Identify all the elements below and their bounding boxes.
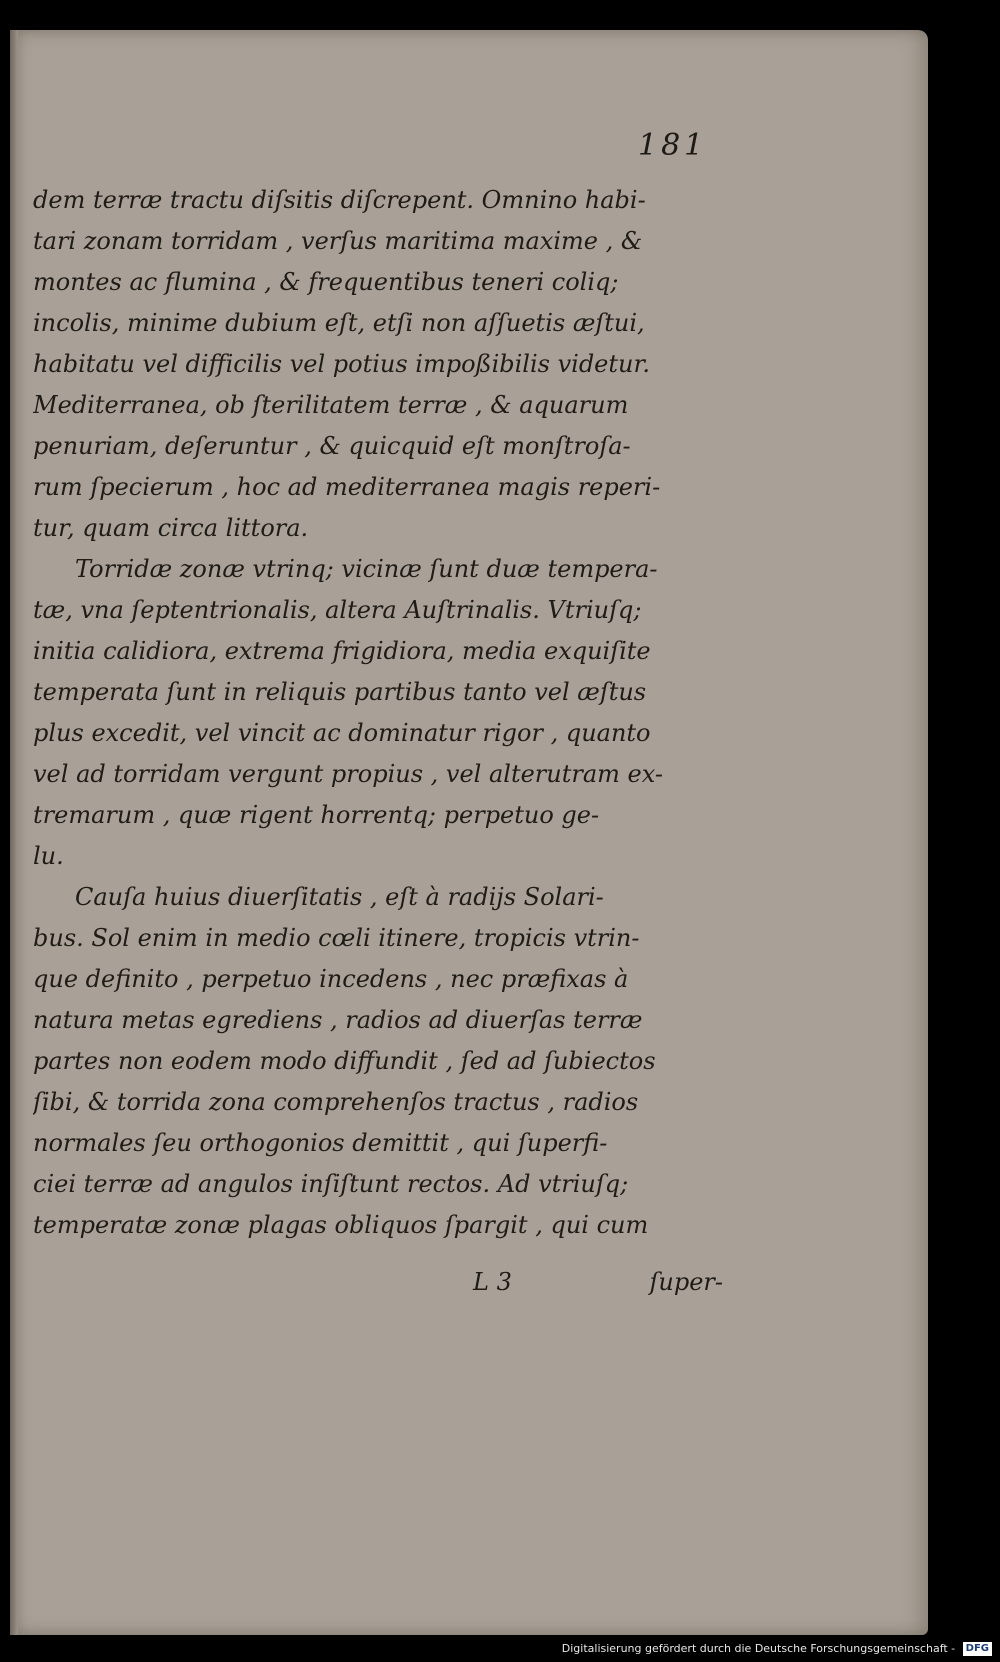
body-text <box>33 180 723 1246</box>
text-line: plus excedit, vel vincit ac dominatur rigor , quanto <box>33 719 651 747</box>
catchword: ſuper- <box>649 1268 723 1296</box>
text-line: vel ad torridam vergunt propius , vel alterutram ex- <box>33 760 663 788</box>
text-line: penuriam, deſeruntur , & quicquid eſt monſtroſa- <box>33 432 631 460</box>
paragraph-1 <box>33 180 723 549</box>
text-line: tæ, vna ſeptentrionalis, altera Auſtrinalis. Vtriuſq; <box>33 596 642 624</box>
text-line: ſibi, & torrida zona comprehenſos tractus , radios <box>33 1088 639 1116</box>
text-line: normales ſeu orthogonios demittit , qui ſuperfi- <box>33 1129 608 1157</box>
text-line: Cauſa huius diuerſitatis , eſt à radijs Solari- <box>75 883 604 911</box>
text-line: temperata ſunt in reliquis partibus tanto vel æſtus <box>33 678 647 706</box>
text-line: partes non eodem modo diffundit , ſed ad ſubiectos <box>33 1047 656 1075</box>
text-line: habitatu vel difficilis vel potius impoßibilis videtur. <box>33 350 650 378</box>
signature-mark: L 3 <box>473 1268 512 1296</box>
text-line: lu. <box>33 842 64 870</box>
paragraph-2 <box>33 549 723 877</box>
page-number: 181 <box>638 128 708 163</box>
text-line: natura metas egrediens , radios ad diuerſas terræ <box>33 1006 643 1034</box>
text-line: tur, quam circa littora. <box>33 514 309 542</box>
text-line: montes ac flumina , & frequentibus teneri coliq; <box>33 268 619 296</box>
text-line: ciei terræ ad angulos inſiſtunt rectos. Ad vtriuſq; <box>33 1170 629 1198</box>
text-line: tremarum , quæ rigent horrentq; perpetuo ge- <box>33 801 600 829</box>
text-line: initia calidiora, extrema frigidiora, media exquiſite <box>33 637 651 665</box>
text-line: Torridæ zonæ vtrinq; vicinæ ſunt duæ tempera- <box>75 555 658 583</box>
text-line: tari zonam torridam , verſus maritima maxime , & <box>33 227 643 255</box>
text-line: Mediterranea, ob ſterilitatem terræ , & aquarum <box>33 391 629 419</box>
text-line: incolis, minime dubium eſt, etſi non aſſuetis æſtui, <box>33 309 645 337</box>
text-line: temperatæ zonæ plagas obliquos ſpargit , qui cum <box>33 1211 649 1239</box>
text-line: rum ſpecierum , hoc ad mediterranea magis reperi- <box>33 473 661 501</box>
digitization-credit <box>0 1636 1000 1662</box>
text-line: dem terræ tractu diſsitis diſcrepent. Omnino habi- <box>33 186 646 214</box>
text-line: bus. Sol enim in medio cœli itinere, tropicis vtrin- <box>33 924 640 952</box>
page-foot <box>33 1268 723 1308</box>
credit-text: Digitalisierung gefördert durch die Deutsche Forschungsgemeinschaft - <box>561 1642 956 1655</box>
paragraph-3 <box>33 877 723 1246</box>
page-gutter-shadow <box>10 30 18 1635</box>
dfg-logo: DFG <box>963 1642 992 1656</box>
book-page <box>10 30 928 1635</box>
text-line: que definito , perpetuo incedens , nec præfixas à <box>33 965 629 993</box>
